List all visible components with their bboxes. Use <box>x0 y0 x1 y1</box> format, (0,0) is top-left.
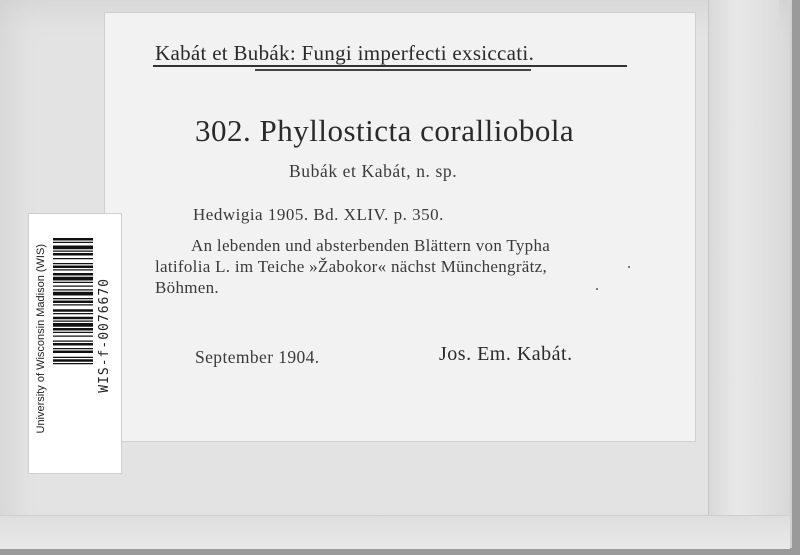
barcode-bar <box>53 313 93 314</box>
barcode-bar <box>53 357 93 358</box>
barcode-bar <box>53 286 93 287</box>
barcode-bar <box>53 363 93 364</box>
barcode-bar <box>53 309 93 312</box>
barcode-bar <box>53 277 93 281</box>
barcode-bar <box>53 246 93 250</box>
barcode-bar <box>53 269 93 270</box>
barcode-bar <box>53 242 93 243</box>
barcode-bar <box>53 238 93 241</box>
collector-name: Jos. Em. Kabát. <box>439 343 573 365</box>
barcode-bar <box>53 253 93 256</box>
barcode-bar <box>53 336 93 337</box>
locality-line: An lebenden und absterbenden Blättern von Typha <box>191 236 551 255</box>
barcode-bar <box>53 289 93 290</box>
barcode <box>53 238 93 450</box>
barcode-bar <box>53 292 93 296</box>
sheet-edge <box>708 0 779 548</box>
paper-speck <box>628 266 630 268</box>
locality-line: latifolia L. im Teiche »Žabokor« nächst Münchengrätz, <box>155 257 548 276</box>
sheet-edge-bottom <box>0 515 790 549</box>
locality-line: Böhmen. <box>155 278 219 297</box>
paper-speck <box>596 288 598 290</box>
barcode-bar <box>53 298 93 299</box>
series-title: Kabát et Bubák: Fungi imperfecti exsiccati. <box>155 41 535 65</box>
barcode-bar <box>53 317 93 320</box>
barcode-bar <box>53 323 93 327</box>
species-authority: Bubák et Kabát, n. sp. <box>289 161 458 181</box>
title-underline-short <box>255 69 531 71</box>
barcode-bar <box>53 282 93 283</box>
barcode-bar <box>53 348 93 349</box>
title-underline <box>153 65 627 67</box>
barcode-bar <box>53 321 93 322</box>
barcode-bar <box>53 251 93 252</box>
barcode-bar <box>53 359 93 362</box>
barcode-bar <box>53 263 93 264</box>
barcode-bar <box>53 273 93 276</box>
barcode-bar <box>53 258 93 259</box>
barcode-label <box>28 213 122 474</box>
barcode-bar <box>53 301 93 304</box>
barcode-bar <box>53 343 93 346</box>
barcode-number: WIS-f-0076670 <box>97 278 112 393</box>
barcode-bar <box>53 266 93 269</box>
barcode-bar <box>53 341 93 342</box>
literature-citation: Hedwigia 1905. Bd. XLIV. p. 350. <box>193 205 444 224</box>
institution-name: University of Wisconsin Madison (WIS) <box>35 244 47 434</box>
barcode-bar <box>53 332 93 333</box>
barcode-bar <box>53 304 93 305</box>
species-name: 302. Phyllosticta coralliobola <box>195 113 575 148</box>
collection-date: September 1904. <box>195 347 320 367</box>
specimen-label <box>104 12 696 442</box>
locality-description <box>155 235 640 298</box>
barcode-bar <box>53 328 93 331</box>
barcode-bar <box>53 351 93 354</box>
